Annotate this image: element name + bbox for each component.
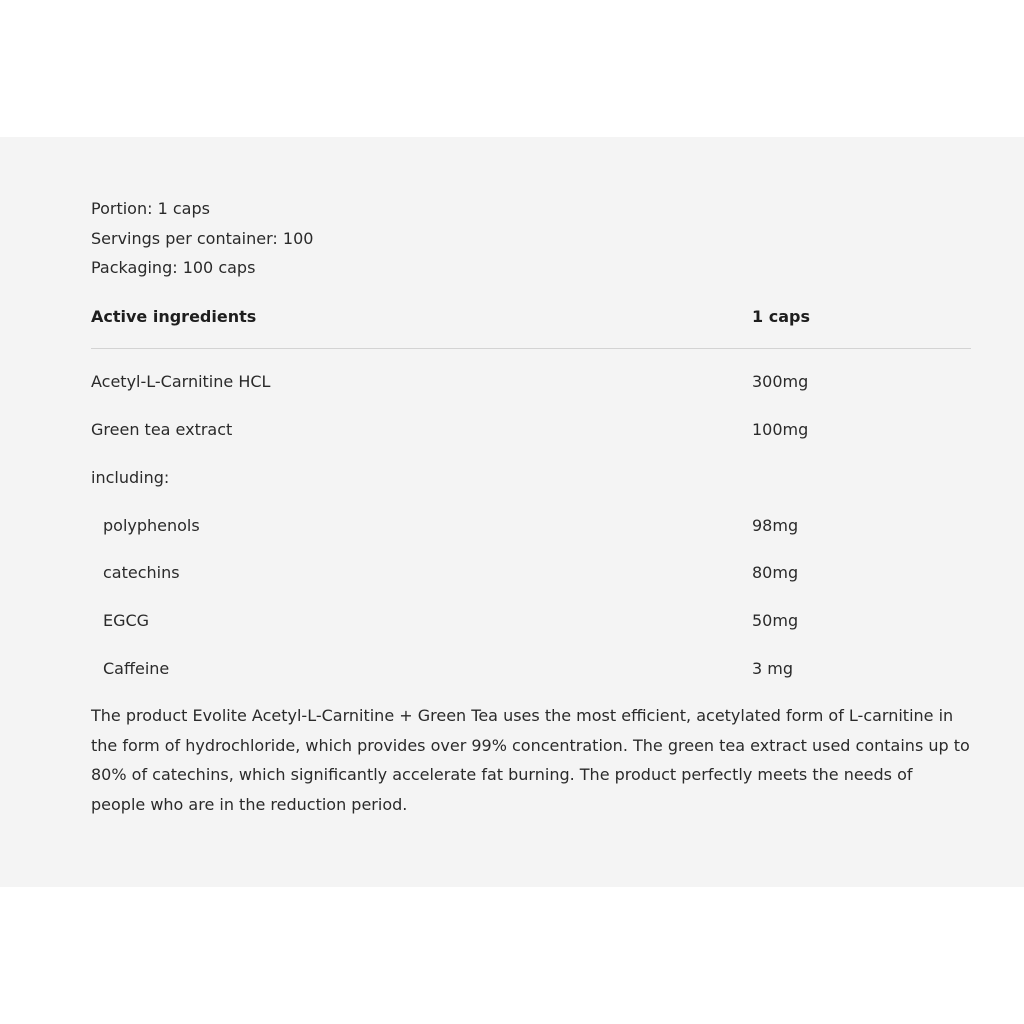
servings-text: Servings per container: 100 [91,229,314,248]
ingredient-amount: 98mg [752,516,799,535]
ingredient-name: Green tea extract [91,420,233,439]
ingredient-amount: 80mg [752,563,799,582]
packaging-text: Packaging: 100 caps [91,258,256,277]
ingredient-name: including: [91,468,170,487]
header-divider [91,348,971,349]
product-description: The product Evolite Acetyl-L-Carnitine + Green Tea uses the most efficient, acetylated form of L-carnitine in the form of hydrochloride, which provides over 99% concentration. The green tea extract used contains up to 80% of catechins, which significantly accelerate fat burning. The product perfectly meets the needs of people who are in the reduction period. [91,706,970,815]
ingredient-name: catechins [103,563,180,582]
product-info-panel [0,137,1024,887]
table-row [91,419,971,441]
table-row [91,515,971,537]
ingredient-name: Caffeine [103,659,170,678]
header-active-ingredients: Active ingredients [91,307,257,326]
table-row [91,371,971,393]
ingredient-name: polyphenols [103,516,200,535]
table-row [91,658,971,680]
ingredients-table-header [91,307,971,327]
ingredient-amount: 300mg [752,372,809,391]
ingredient-name: EGCG [103,611,150,630]
table-row [91,610,971,632]
portion-text: Portion: 1 caps [91,199,210,218]
table-row [91,467,971,489]
ingredient-amount: 3 mg [752,659,794,678]
ingredient-name: Acetyl-L-Carnitine HCL [91,372,271,391]
ingredient-amount: 100mg [752,420,809,439]
header-serving-amount: 1 caps [752,307,810,326]
table-row [91,562,971,584]
ingredient-amount: 50mg [752,611,799,630]
